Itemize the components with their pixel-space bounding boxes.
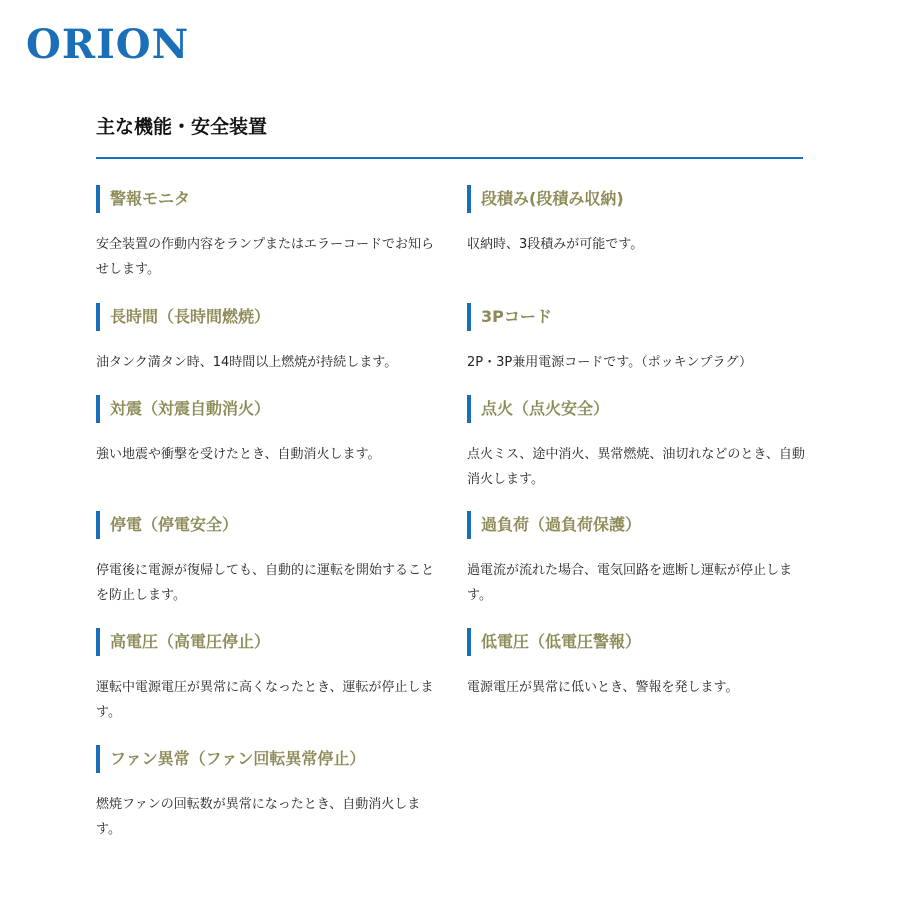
title-divider — [96, 157, 803, 159]
feature-title: 長時間（長時間燃焼） — [110, 307, 271, 326]
feature-title: 段積み(段積み収納) — [481, 189, 624, 208]
heading-accent-bar — [96, 395, 100, 423]
heading-accent-bar — [467, 395, 471, 423]
heading-accent-bar — [467, 303, 471, 331]
feature-title: 低電圧（低電圧警報） — [481, 632, 642, 651]
feature-title: 3Pコード — [481, 307, 552, 326]
feature-description: 過電流が流れた場合、電気回路を遮断し運転が停止します。 — [467, 563, 793, 603]
feature-outage — [96, 511, 436, 608]
feature-heading — [96, 303, 436, 331]
heading-accent-bar — [96, 511, 100, 539]
feature-heading — [467, 395, 807, 423]
feature-description: 燃焼ファンの回転数が異常になったとき、自動消火します。 — [96, 797, 421, 837]
feature-heading — [96, 511, 436, 539]
feature-title: ファン異常（ファン回転異常停止） — [110, 749, 366, 768]
feature-title: 過負荷（過負荷保護） — [481, 515, 642, 534]
feature-title: 高電圧（高電圧停止） — [110, 632, 271, 651]
feature-overload — [467, 511, 807, 608]
feature-cord — [467, 303, 807, 375]
page-title: 主な機能・安全装置 — [96, 116, 268, 138]
feature-low-voltage — [467, 628, 807, 700]
heading-accent-bar — [467, 628, 471, 656]
feature-description: 収納時、3段積みが可能です。 — [467, 237, 644, 252]
heading-accent-bar — [96, 303, 100, 331]
feature-title: 停電（停電安全） — [110, 515, 239, 534]
feature-fan — [96, 745, 441, 842]
feature-heading — [96, 185, 436, 213]
feature-heading — [467, 185, 807, 213]
feature-monitor — [96, 185, 436, 282]
heading-accent-bar — [467, 511, 471, 539]
feature-stacking — [467, 185, 807, 257]
feature-title: 対震（対震自動消火） — [110, 399, 271, 418]
feature-high-voltage — [96, 628, 436, 725]
feature-long-time — [96, 303, 436, 375]
feature-heading — [96, 628, 436, 656]
heading-accent-bar — [96, 745, 100, 773]
feature-quake — [96, 395, 436, 467]
feature-description: 点火ミス、途中消火、異常燃焼、油切れなどのとき、自動消火します。 — [467, 447, 805, 487]
feature-heading — [467, 628, 807, 656]
feature-description: 運転中電源電圧が異常に高くなったとき、運転が停止します。 — [96, 680, 434, 720]
feature-description: 安全装置の作動内容をランプまたはエラーコードでお知らせします。 — [96, 237, 435, 277]
heading-accent-bar — [96, 628, 100, 656]
feature-ignition — [467, 395, 807, 492]
feature-heading — [96, 745, 441, 773]
feature-description: 強い地震や衝撃を受けたとき、自動消火します。 — [96, 447, 381, 462]
feature-heading — [96, 395, 436, 423]
feature-heading — [467, 511, 807, 539]
heading-accent-bar — [467, 185, 471, 213]
feature-description: 電源電圧が異常に低いとき、警報を発します。 — [467, 680, 739, 695]
feature-description: 2P・3P兼用電源コードです。（ポッキンプラグ） — [467, 355, 752, 370]
feature-description: 停電後に電源が復帰しても、自動的に運転を開始することを防止します。 — [96, 563, 435, 603]
feature-description: 油タンク満タン時、14時間以上燃焼が持続します。 — [96, 355, 398, 370]
feature-title: 警報モニタ — [110, 189, 191, 208]
feature-heading — [467, 303, 807, 331]
feature-title: 点火（点火安全） — [481, 399, 610, 418]
heading-accent-bar — [96, 185, 100, 213]
orion-logo: ORION — [26, 21, 190, 68]
